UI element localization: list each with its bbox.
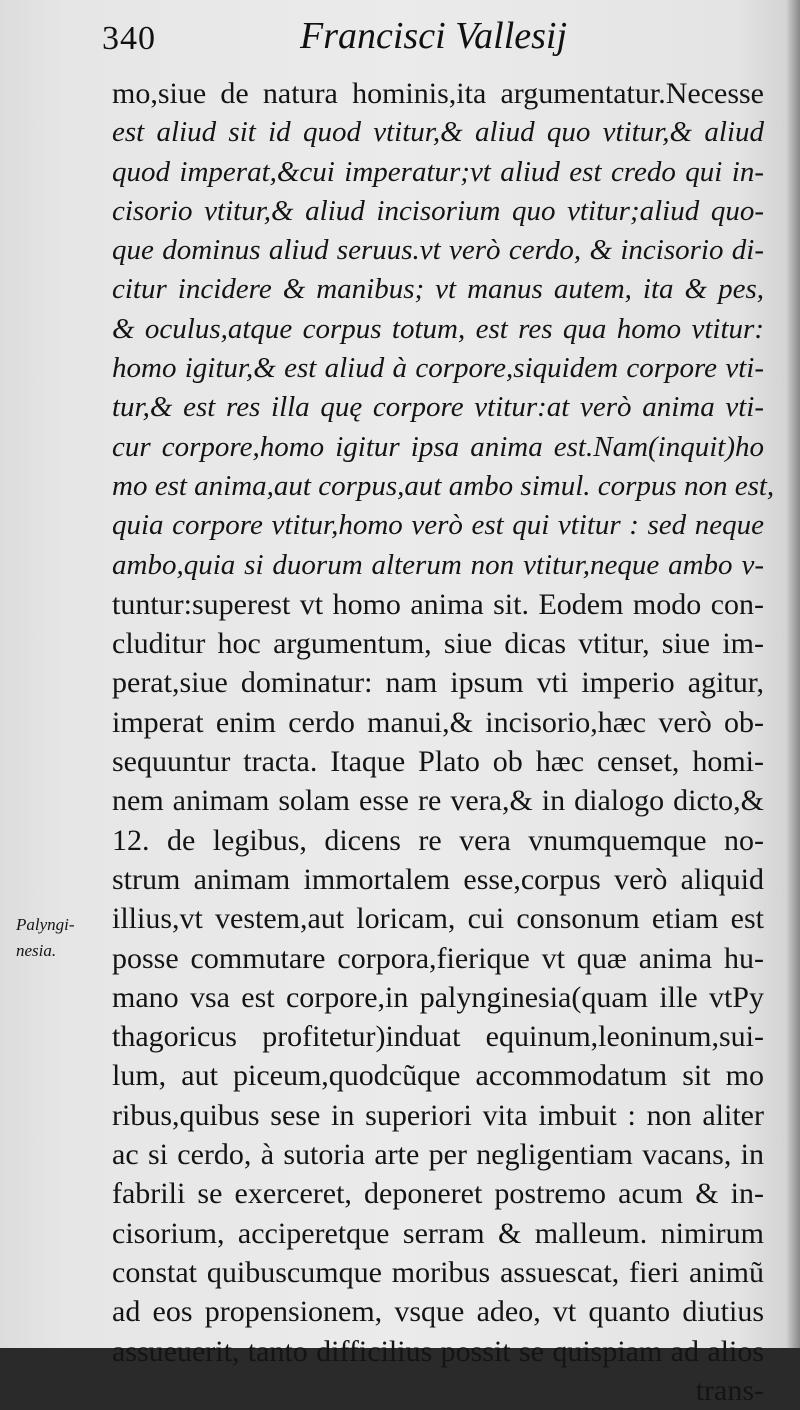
- marginal-note: [16, 912, 108, 964]
- text-line: thagoricus profitetur)induat equinum,leoninum,sui-: [112, 1020, 764, 1054]
- text-line: quod imperat,&cui imperatur;vt aliud est credo qui in-: [112, 155, 764, 188]
- text-line: citur incidere & manibus; vt manus autem, ita & pes,: [112, 273, 764, 306]
- catchword: trans-: [695, 1373, 764, 1407]
- text-line: & oculus,atque corpus totum, est res qua homo vtitur:: [112, 312, 764, 345]
- running-title: Francisci Vallesij: [300, 15, 568, 57]
- text-line: ac si cerdo, à sutoria arte per negligentiam vacans, in: [112, 1138, 764, 1172]
- marginal-note-line: nesia.: [16, 941, 57, 960]
- text-line: constat quibuscumque moribus assuescat, fieri animũ: [112, 1255, 764, 1289]
- text-line: homo igitur,& est aliud à corpore,siquidem corpore vti-: [112, 352, 764, 385]
- text-line: perat,siue dominatur: nam ipsum vti imperio agitur,: [112, 666, 764, 700]
- text-line: mo est anima,aut corpus,aut ambo simul. corpus non est,: [112, 469, 775, 502]
- page-header: [0, 8, 800, 68]
- text-line: est aliud sit id quod vtitur,& aliud quo vtitur,& aliud: [112, 116, 764, 149]
- text-line: fabrili se exerceret, deponeret postremo acum & in-: [112, 1177, 764, 1211]
- text-line: imperat enim cerdo manui,& incisorio,hæc verò ob-: [112, 705, 764, 739]
- text-line: que dominus aliud seruus.vt verò cerdo, & incisorio di-: [112, 234, 764, 267]
- text-line: cur corpore,homo igitur ipsa anima est.Nam(inquit)ho: [112, 430, 764, 463]
- text-line: tur,& est res illa quę corpore vtitur:at verò anima vti-: [112, 391, 764, 424]
- marginal-note-line: Palyngi-: [16, 915, 75, 934]
- text-line: posse commutare corpora,fierique vt quæ anima hu-: [112, 941, 764, 975]
- text-line: cisorium, acciperetque serram & malleum. nimirum: [112, 1216, 764, 1250]
- text-line: lum, aut piceum,quodcũque accommodatum sit mo: [112, 1059, 764, 1093]
- text-line: ribus,quibus sese in superiori vita imbuit : non aliter: [112, 1098, 764, 1132]
- text-line: cisorio vtitur,& aliud incisorium quo vtitur;aliud quo-: [112, 194, 764, 227]
- text-line: ad eos propensionem, vsque adeo, vt quanto diutius: [112, 1295, 764, 1329]
- text-line: mo,siue de natura hominis,ita argumentatur.Necesse: [112, 77, 764, 110]
- text-line: mano vsa est corpore,in palynginesia(quam ille vtPy: [112, 980, 764, 1014]
- text-line: nem animam solam esse re vera,& in dialogo dicto,&: [112, 784, 764, 818]
- text-line: assueuerit, tanto difficilius possit se quispiam ad alios: [112, 1334, 764, 1368]
- text-line: tuntur:superest vt homo anima sit. Eodem modo con-: [112, 587, 764, 621]
- text-line: illius,vt vestem,aut loricam, cui consonum etiam est: [112, 902, 764, 936]
- text-line: sequuntur tracta. Itaque Plato ob hæc censet, homi-: [112, 745, 764, 779]
- page-edge-shadow: [786, 0, 800, 1348]
- body-text: [112, 74, 775, 1410]
- text-line: cluditur hoc argumentum, siue dicas vtitur, siue im-: [112, 627, 764, 661]
- text-line: ambo,quia si duorum alterum non vtitur,neque ambo v-: [112, 548, 764, 581]
- text-line: quia corpore vtitur,homo verò est qui vtitur : sed neque: [112, 509, 764, 542]
- text-line: 12. de legibus, dicens re vera vnumquemque no-: [112, 823, 764, 857]
- page-number: 340: [102, 20, 156, 57]
- text-line: strum animam immortalem esse,corpus verò aliquid: [112, 862, 764, 896]
